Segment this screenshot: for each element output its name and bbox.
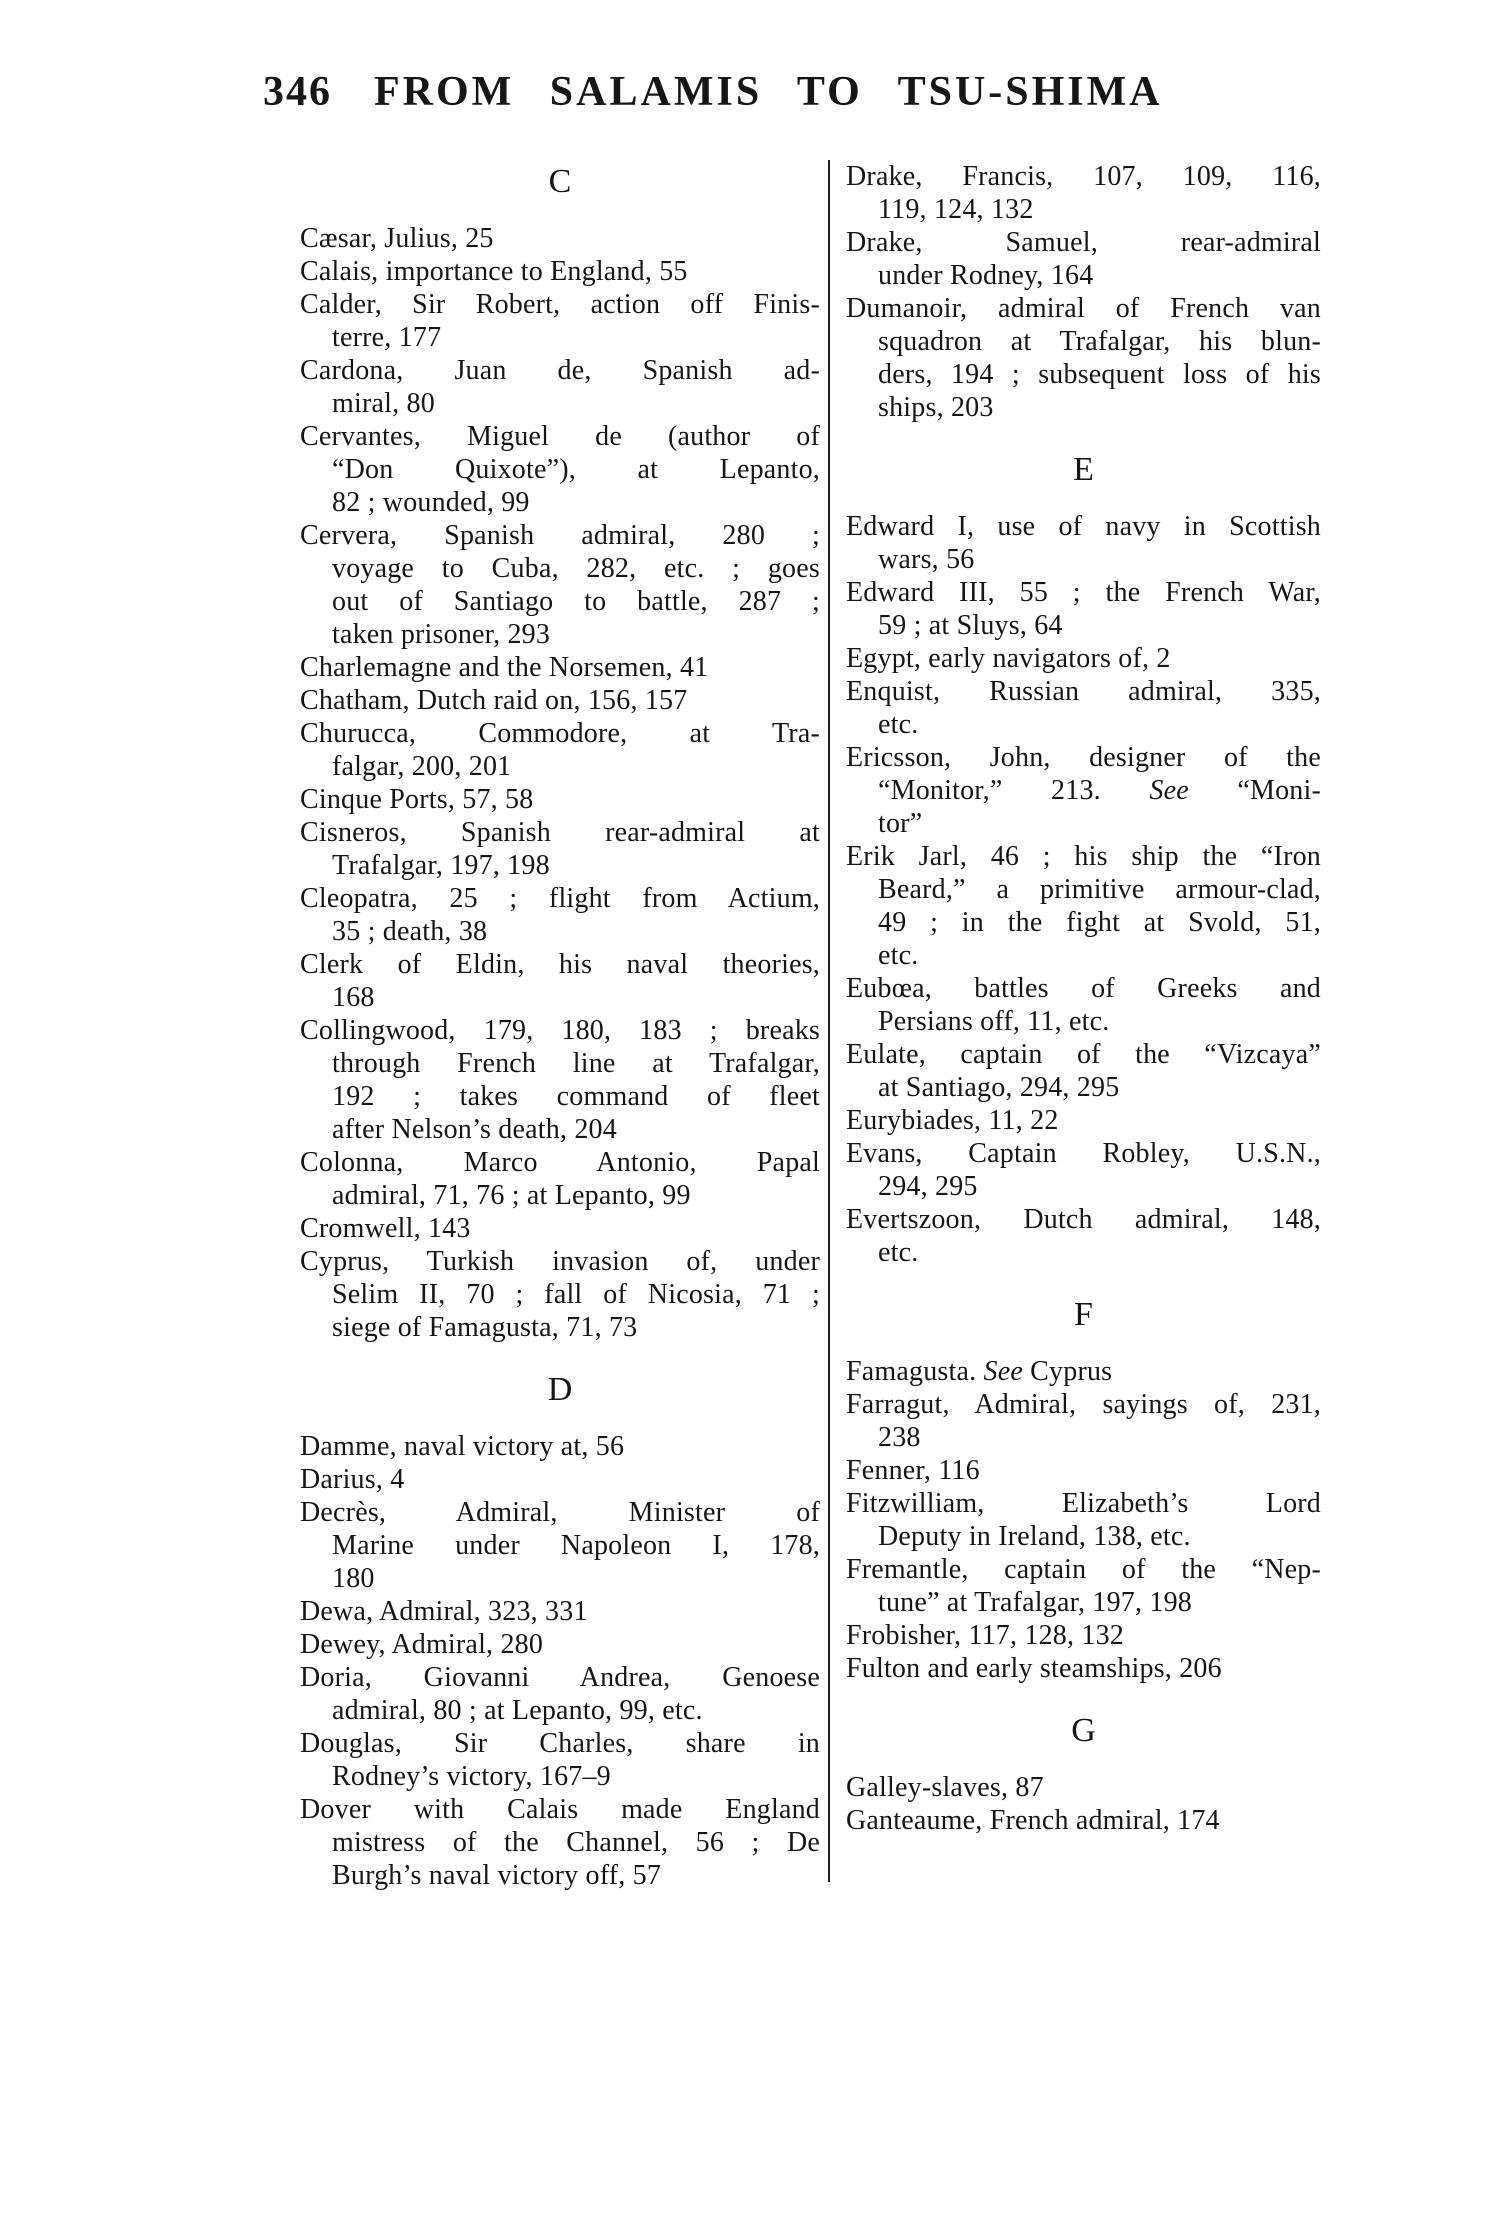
index-entry-line: Calais, importance to England, 55: [300, 256, 688, 287]
index-entry-line: “Monitor,” 213. See “Moni-: [878, 775, 1321, 806]
index-entry: [846, 1487, 1321, 1553]
index-entry-line: Colonna, Marco Antonio, Papal: [300, 1147, 820, 1178]
index-entry-line: Cyprus, Turkish invasion of, under: [300, 1246, 820, 1277]
index-entry: [846, 1652, 1321, 1685]
index-entry: [300, 1595, 820, 1628]
index-entry-line: Famagusta. See Cyprus: [846, 1356, 1113, 1387]
index-entry-line: Selim II, 70 ; fall of Nicosia, 71 ;: [332, 1279, 820, 1310]
index-entry: [300, 1463, 820, 1496]
index-entry-line: Ganteaume, French admiral, 174: [846, 1805, 1220, 1836]
index-entry-line: Churucca, Commodore, at Tra-: [300, 718, 820, 749]
index-entry: [846, 1553, 1321, 1619]
index-entry: [846, 1388, 1321, 1454]
index-entry-line: admiral, 71, 76 ; at Lepanto, 99: [332, 1180, 691, 1211]
index-entry-line: Persians off, 11, etc.: [878, 1006, 1110, 1037]
index-entry: [300, 1146, 820, 1212]
index-entry-line: Decrès, Admiral, Minister of: [300, 1497, 820, 1528]
index-entry: [300, 1628, 820, 1661]
index-entry-line: 119, 124, 132: [878, 194, 1034, 225]
index-entry-line: Dumanoir, admiral of French van: [846, 293, 1321, 324]
index-entry-line: Ericsson, John, designer of the: [846, 742, 1321, 773]
index-entry-line: Douglas, Sir Charles, share in: [300, 1728, 820, 1759]
index-entry-line: Clerk of Eldin, his naval theories,: [300, 949, 820, 980]
index-entry: [300, 717, 820, 783]
index-entry-line: Fulton and early steamships, 206: [846, 1653, 1222, 1684]
index-entry-line: 238: [878, 1422, 921, 1453]
index-entry: [846, 1137, 1321, 1203]
index-entry-line: ders, 194 ; subsequent loss of his: [878, 359, 1321, 390]
column-left: [300, 160, 820, 1892]
index-entry-line: Burgh’s naval victory off, 57: [332, 1860, 662, 1891]
index-entry-line: terre, 177: [332, 322, 442, 353]
index-entry-line: 192 ; takes command of fleet: [332, 1081, 820, 1112]
index-entry-line: Cervera, Spanish admiral, 280 ;: [300, 520, 820, 551]
index-entry-line: Charlemagne and the Norsemen, 41: [300, 652, 709, 683]
index-entry: [300, 222, 820, 255]
index-entry: [300, 1661, 820, 1727]
index-entry-line: Eulate, captain of the “Vizcaya”: [846, 1039, 1321, 1070]
index-entry-line: voyage to Cuba, 282, etc. ; goes: [332, 553, 820, 584]
index-entry-line: out of Santiago to battle, 287 ;: [332, 586, 820, 617]
index-entry-line: Trafalgar, 197, 198: [332, 850, 550, 881]
index-entry: [300, 816, 820, 882]
index-entry-line: after Nelson’s death, 204: [332, 1114, 617, 1145]
index-entry: [846, 1619, 1321, 1652]
index-entry-line: etc.: [878, 940, 919, 971]
index-entry-line: Collingwood, 179, 180, 183 ; breaks: [300, 1015, 820, 1046]
index-entry-line: Drake, Samuel, rear-admiral: [846, 227, 1321, 258]
index-entry: [300, 1014, 820, 1146]
index-entry: [300, 1727, 820, 1793]
index-entry-line: Cardona, Juan de, Spanish ad-: [300, 355, 820, 386]
index-entry-line: Farragut, Admiral, sayings of, 231,: [846, 1389, 1321, 1420]
index-entry-line: Eubœa, battles of Greeks and: [846, 973, 1321, 1004]
index-entry-line: Calder, Sir Robert, action off Finis-: [300, 289, 820, 320]
index-entry: [846, 160, 1321, 226]
index-entry-line: Evertszoon, Dutch admiral, 148,: [846, 1204, 1321, 1235]
index-entry-line: Cinque Ports, 57, 58: [300, 784, 534, 815]
page-number: 346: [263, 69, 332, 115]
index-entry-line: miral, 80: [332, 388, 435, 419]
index-entry: [846, 1104, 1321, 1137]
section-letter: G: [1071, 1712, 1096, 1749]
index-entry-line: Enquist, Russian admiral, 335,: [846, 676, 1321, 707]
index-entry: [300, 1496, 820, 1595]
index-entry: [300, 882, 820, 948]
section-letter: E: [1073, 451, 1094, 488]
index-entry-line: Edward III, 55 ; the French War,: [846, 577, 1321, 608]
index-entry-line: Frobisher, 117, 128, 132: [846, 1620, 1124, 1651]
index-entry: [846, 741, 1321, 840]
index-entry: [846, 1804, 1321, 1837]
index-entry-line: Egypt, early navigators of, 2: [846, 643, 1171, 674]
index-entry: [300, 1245, 820, 1344]
index-entry-line: Darius, 4: [300, 1464, 405, 1495]
column-right: [846, 160, 1321, 1892]
index-entry: [300, 783, 820, 816]
index-entry-line: 168: [332, 982, 375, 1013]
index-entry-line: taken prisoner, 293: [332, 619, 551, 650]
index-entry-line: Cromwell, 143: [300, 1213, 471, 1244]
index-entry: [846, 1203, 1321, 1269]
index-entry: [846, 675, 1321, 741]
index-entry-line: Drake, Francis, 107, 109, 116,: [846, 161, 1321, 192]
index-entry-line: Rodney’s victory, 167–9: [332, 1761, 611, 1792]
index-entry-line: Dewa, Admiral, 323, 331: [300, 1596, 588, 1627]
index-entry: [300, 519, 820, 651]
index-entry-line: 294, 295: [878, 1171, 978, 1202]
index-entry-line: squadron at Trafalgar, his blun-: [878, 326, 1321, 357]
index-entry-line: etc.: [878, 1237, 919, 1268]
index-entry-line: Galley-slaves, 87: [846, 1772, 1044, 1803]
index-entry-line: Marine under Napoleon I, 178,: [332, 1530, 820, 1561]
index-entry: [300, 684, 820, 717]
index-entry-line: ships, 203: [878, 392, 994, 423]
index-entry-line: Evans, Captain Robley, U.S.N.,: [846, 1138, 1321, 1169]
index-entry: [300, 288, 820, 354]
index-entry: [300, 354, 820, 420]
index-entry-line: 59 ; at Sluys, 64: [878, 610, 1063, 641]
index-entry-line: at Santiago, 294, 295: [878, 1072, 1120, 1103]
index-entry-line: under Rodney, 164: [878, 260, 1094, 291]
index-entry-line: Cervantes, Miguel de (author of: [300, 421, 820, 452]
index-entry: [846, 226, 1321, 292]
index-entry: [846, 972, 1321, 1038]
page-title: FROM SALAMIS TO TSU-SHIMA: [374, 69, 1163, 115]
index-entry: [300, 1212, 820, 1245]
index-entry-line: admiral, 80 ; at Lepanto, 99, etc.: [332, 1695, 703, 1726]
index-entry: [846, 510, 1321, 576]
index-entry-line: Doria, Giovanni Andrea, Genoese: [300, 1662, 820, 1693]
index-entry-line: Deputy in Ireland, 138, etc.: [878, 1521, 1191, 1552]
index-entry-line: Dewey, Admiral, 280: [300, 1629, 544, 1660]
index-entry-line: Damme, naval victory at, 56: [300, 1431, 625, 1462]
section-letter: F: [1074, 1296, 1093, 1333]
index-entry-line: Edward I, use of navy in Scottish: [846, 511, 1321, 542]
index-entry-line: etc.: [878, 709, 919, 740]
index-entry: [846, 576, 1321, 642]
index-entry-line: Dover with Calais made England: [300, 1794, 820, 1825]
section-letter: D: [547, 1371, 573, 1408]
index-entry-line: 82 ; wounded, 99: [332, 487, 530, 518]
index-entry-line: Chatham, Dutch raid on, 156, 157: [300, 685, 688, 716]
index-entry: [300, 1430, 820, 1463]
index-entry-line: Fremantle, captain of the “Nep-: [846, 1554, 1321, 1585]
index-entry-line: tune” at Trafalgar, 197, 198: [878, 1587, 1192, 1618]
index-entry-line: Eurybiades, 11, 22: [846, 1105, 1059, 1136]
index-entry-line: siege of Famagusta, 71, 73: [332, 1312, 638, 1343]
index-entry-line: falgar, 200, 201: [332, 751, 512, 782]
index-entry-line: wars, 56: [878, 544, 975, 575]
index-entry-line: 180: [332, 1563, 375, 1594]
index-entry-line: Fenner, 116: [846, 1455, 980, 1486]
index-entry-line: mistress of the Channel, 56 ; De: [332, 1827, 820, 1858]
index-entry-line: Fitzwilliam, Elizabeth’s Lord: [846, 1488, 1321, 1519]
index-entry: [300, 420, 820, 519]
index-entry-line: 35 ; death, 38: [332, 916, 488, 947]
column-divider: [828, 160, 830, 1882]
index-entry-line: Erik Jarl, 46 ; his ship the “Iron: [846, 841, 1321, 872]
index-entry: [300, 1793, 820, 1892]
index-entry-line: tor”: [878, 808, 923, 839]
index-entry-line: 49 ; in the fight at Svold, 51,: [878, 907, 1321, 938]
index-entry: [300, 651, 820, 684]
index-entry: [846, 292, 1321, 424]
section-letter: C: [548, 163, 572, 200]
index-columns: [300, 160, 1330, 1892]
index-entry: [300, 255, 820, 288]
index-entry: [300, 948, 820, 1014]
index-entry-line: through French line at Trafalgar,: [332, 1048, 820, 1079]
index-entry: [846, 840, 1321, 972]
index-entry: [846, 1355, 1321, 1388]
index-entry: [846, 1038, 1321, 1104]
index-entry: [846, 1454, 1321, 1487]
index-entry-line: Cisneros, Spanish rear-admiral at: [300, 817, 820, 848]
page-header: [0, 0, 1494, 116]
index-entry: [846, 642, 1321, 675]
index-entry-line: “Don Quixote”), at Lepanto,: [332, 454, 820, 485]
index-entry-line: Cæsar, Julius, 25: [300, 223, 494, 254]
index-entry-line: Beard,” a primitive armour-clad,: [878, 874, 1321, 905]
index-entry-line: Cleopatra, 25 ; flight from Actium,: [300, 883, 820, 914]
index-entry: [846, 1771, 1321, 1804]
